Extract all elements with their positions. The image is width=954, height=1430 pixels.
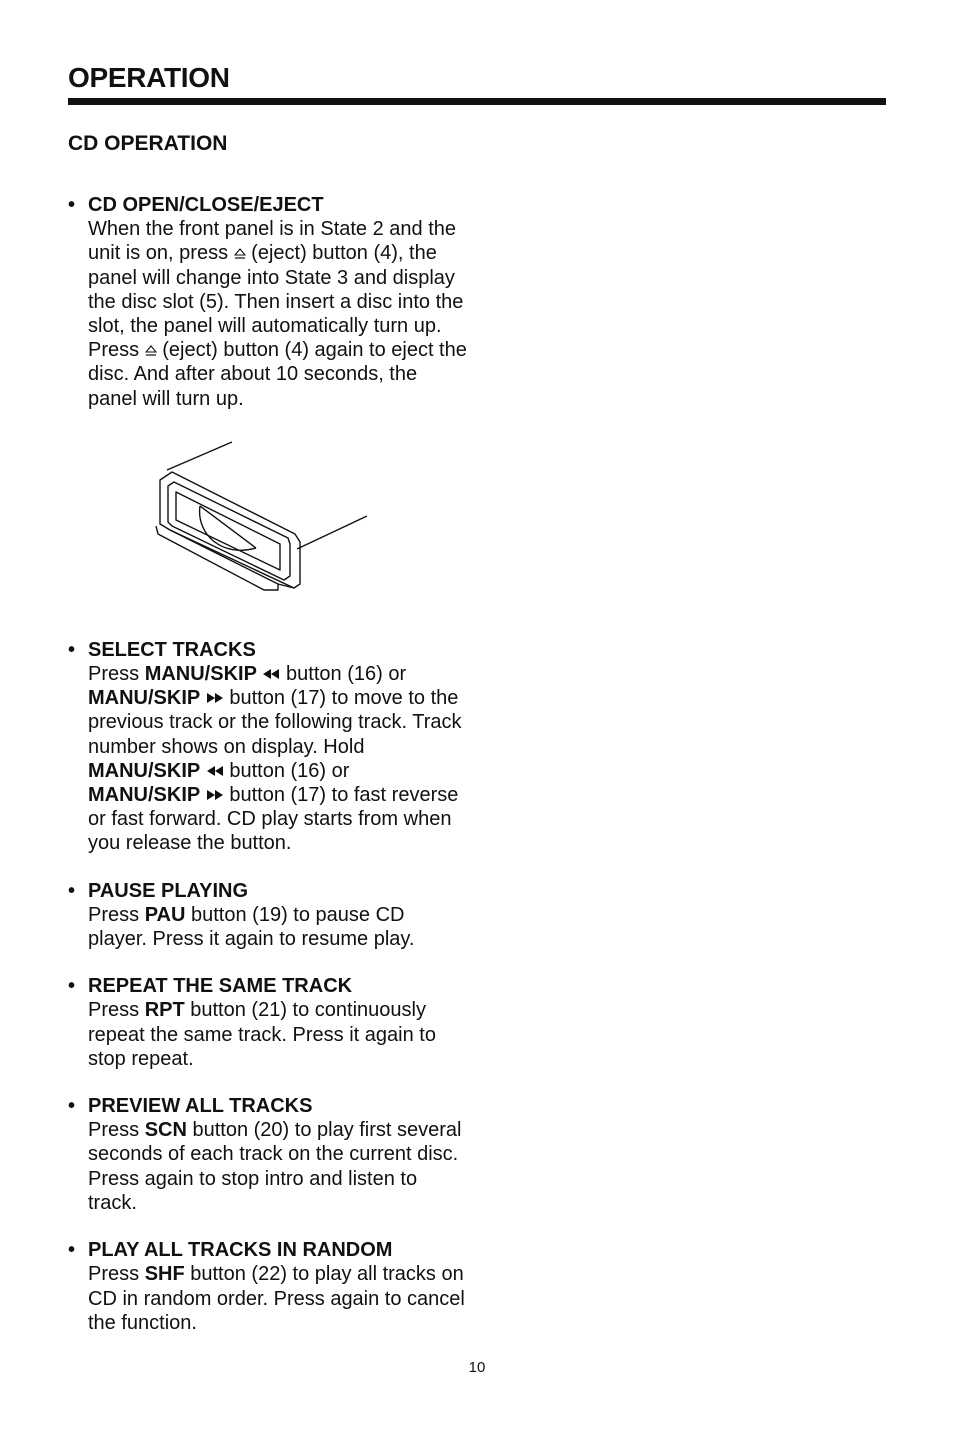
title-rule — [68, 98, 886, 105]
eject-icon — [145, 345, 157, 357]
text-run: button (17) to fast reverse or fast forward. CD play starts from when you release the button. — [88, 784, 459, 855]
text-run: Press — [88, 663, 145, 686]
text-run: button (22) to play all tracks on CD in random order. Press again to cancel the function. — [88, 1263, 465, 1334]
list-item-pause-playing — [68, 879, 468, 952]
bullet: • — [68, 1095, 76, 1118]
cd-slot-illustration — [152, 434, 382, 594]
list-item-preview-tracks — [68, 1094, 468, 1215]
skip-forward-icon — [206, 692, 224, 704]
item-heading: PREVIEW ALL TRACKS — [88, 1095, 313, 1118]
button-name: RPT — [144, 999, 185, 1022]
text-run: Press — [88, 999, 145, 1022]
cd-slot-figure — [68, 434, 468, 604]
button-name: MANU/SKIP — [88, 784, 201, 807]
list-item-cd-open-close-eject — [68, 193, 468, 411]
list-item-select-tracks — [68, 638, 468, 856]
skip-forward-icon — [206, 789, 224, 801]
item-text — [88, 1262, 468, 1335]
button-name: MANU/SKIP — [88, 759, 201, 782]
item-heading: PAUSE PLAYING — [88, 879, 249, 902]
item-heading: PLAY ALL TRACKS IN RANDOM — [88, 1239, 393, 1262]
item-heading: SELECT TRACKS — [88, 638, 256, 661]
skip-back-icon — [206, 765, 224, 777]
skip-back-icon — [262, 668, 280, 680]
button-name: PAU — [144, 903, 186, 926]
text-run: (eject) button (4) again to eject the disc. And after about 10 seconds, the panel will turn up. — [88, 339, 467, 410]
bullet: • — [68, 638, 76, 661]
text-run: button (20) to play first several seconds of each track on the current disc. Press again to stop intro and listen to track. — [88, 1119, 462, 1214]
page-title: OPERATION — [68, 62, 230, 93]
text-run: When the front panel is in State 2 and the unit is on, press — [88, 218, 457, 265]
content-column — [68, 193, 468, 1358]
text-run: button (19) to pause CD player. Press it again to resume play. — [88, 903, 415, 951]
bullet: • — [68, 879, 76, 902]
text-run: Press — [88, 1263, 145, 1286]
list-item-random-play — [68, 1238, 468, 1335]
page-number: 10 — [468, 1359, 486, 1376]
eject-icon — [234, 248, 246, 260]
bullet: • — [68, 194, 76, 216]
button-name: MANU/SKIP — [144, 663, 257, 686]
item-text — [88, 903, 468, 951]
item-text — [88, 217, 468, 411]
text-run: (eject) button (4), the panel will change into State 3 and display the disc slot (5). Then insert a disc into the slot, the panel will automatically turn up. Press — [88, 242, 464, 362]
text-run: button (16) or — [280, 663, 407, 686]
list-item-repeat-track — [68, 974, 468, 1071]
item-text — [88, 998, 468, 1071]
text-run: Press — [88, 1119, 145, 1142]
bullet: • — [68, 1239, 76, 1262]
item-text — [88, 1118, 468, 1215]
text-run: button (21) to continuously repeat the same track. Press it again to stop repeat. — [88, 999, 436, 1070]
button-name: SCN — [144, 1119, 187, 1142]
button-name: SHF — [144, 1263, 185, 1286]
bullet: • — [68, 975, 76, 998]
text-run: button (17) to move to the previous track or the following track. Track number shows on display. Hold — [88, 687, 462, 758]
section-title: CD OPERATION — [68, 132, 228, 155]
item-heading: CD OPEN/CLOSE/EJECT — [88, 194, 324, 216]
button-name: MANU/SKIP — [88, 687, 201, 710]
item-heading: REPEAT THE SAME TRACK — [88, 975, 353, 998]
text-run: button (16) or — [223, 759, 350, 782]
item-text — [88, 662, 468, 856]
text-run: Press — [88, 903, 145, 926]
